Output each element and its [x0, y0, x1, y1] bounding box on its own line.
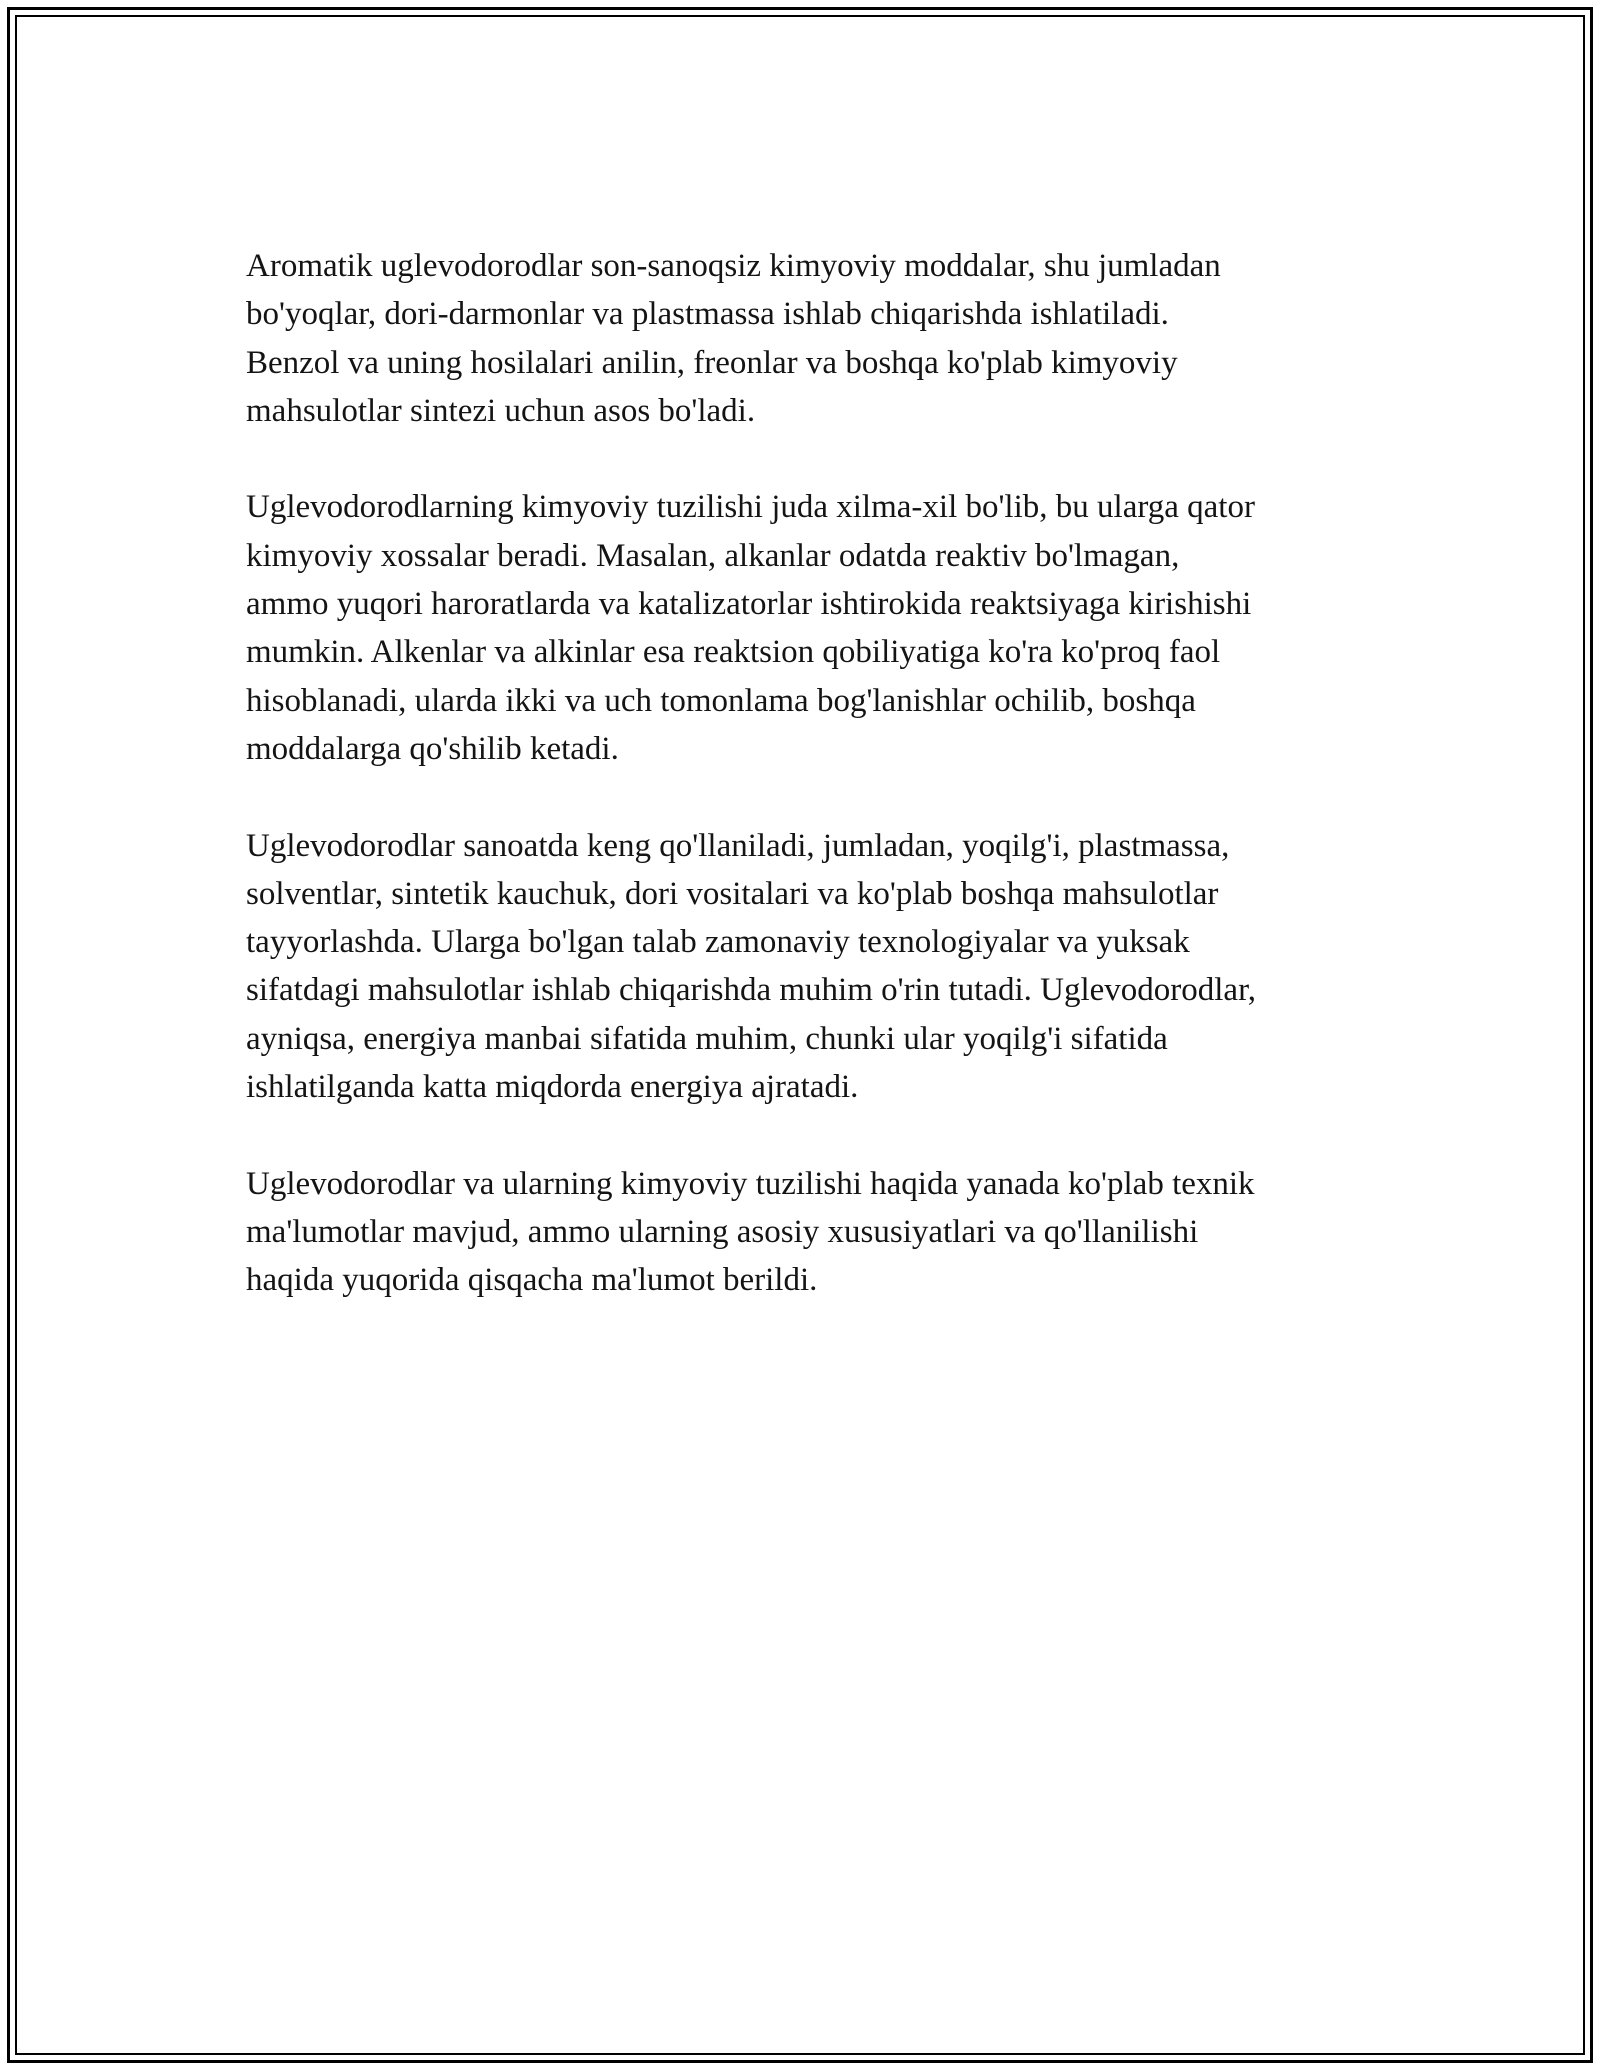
paragraph-summary: Uglevodorodlar va ularning kimyoviy tuzilishi haqida yanada ko'plab texnik ma'lumotlar mavjud, ammo ularning asosiy xususiyatlari va qo'llanilishi haqida yuqorida qisqacha ma'lumot berildi. — [246, 1165, 1255, 1299]
paragraph-aromatic-hydrocarbons: Aromatik uglevodorodlar son-sanoqsiz kimyoviy moddalar, shu jumladan bo'yoqlar, dori-darmonlar va plastmassa ishlab chiqarishda ishlatiladi. Benzol va uning hosilalari anilin, freonlar va boshqa ko'plab kimyoviy mahsulotlar sintezi uchun asos bo'ladi. — [246, 248, 1221, 429]
page-frame — [7, 7, 1593, 2063]
document-body — [246, 242, 1396, 1353]
paragraph-chemical-structure: Uglevodorodlarning kimyoviy tuzilishi juda xilma-xil bo'lib, bu ularga qator kimyoviy xossalar beradi. Masalan, alkanlar odatda reaktiv bo'lmagan, ammo yuqori haroratlarda va katalizatorlar ishtirokida reaktsiyaga kirishishi mumkin. Alkenlar va alkinlar esa reaktsion qobiliyatiga ko'ra ko'proq faol hisoblanadi, ularda ikki va uch tomonlama bog'lanishlar ochilib, boshqa moddalarga qo'shilib ketadi. — [246, 489, 1255, 767]
paragraph-industrial-use: Uglevodorodlar sanoatda keng qo'llaniladi, jumladan, yoqilg'i, plastmassa, solventlar, sintetik kauchuk, dori vositalari va ko'plab boshqa mahsulotlar tayyorlashda. Ularga bo'lgan talab zamonaviy texnologiyalar va yuksak sifatdagi mahsulotlar ishlab chiqarishda muhim o'rin tutadi. Uglevodorodlar, ayniqsa, energiya manbai sifatida muhim, chunki ular yoqilg'i sifatida ishlatilganda katta miqdorda energiya ajratadi. — [246, 827, 1256, 1106]
